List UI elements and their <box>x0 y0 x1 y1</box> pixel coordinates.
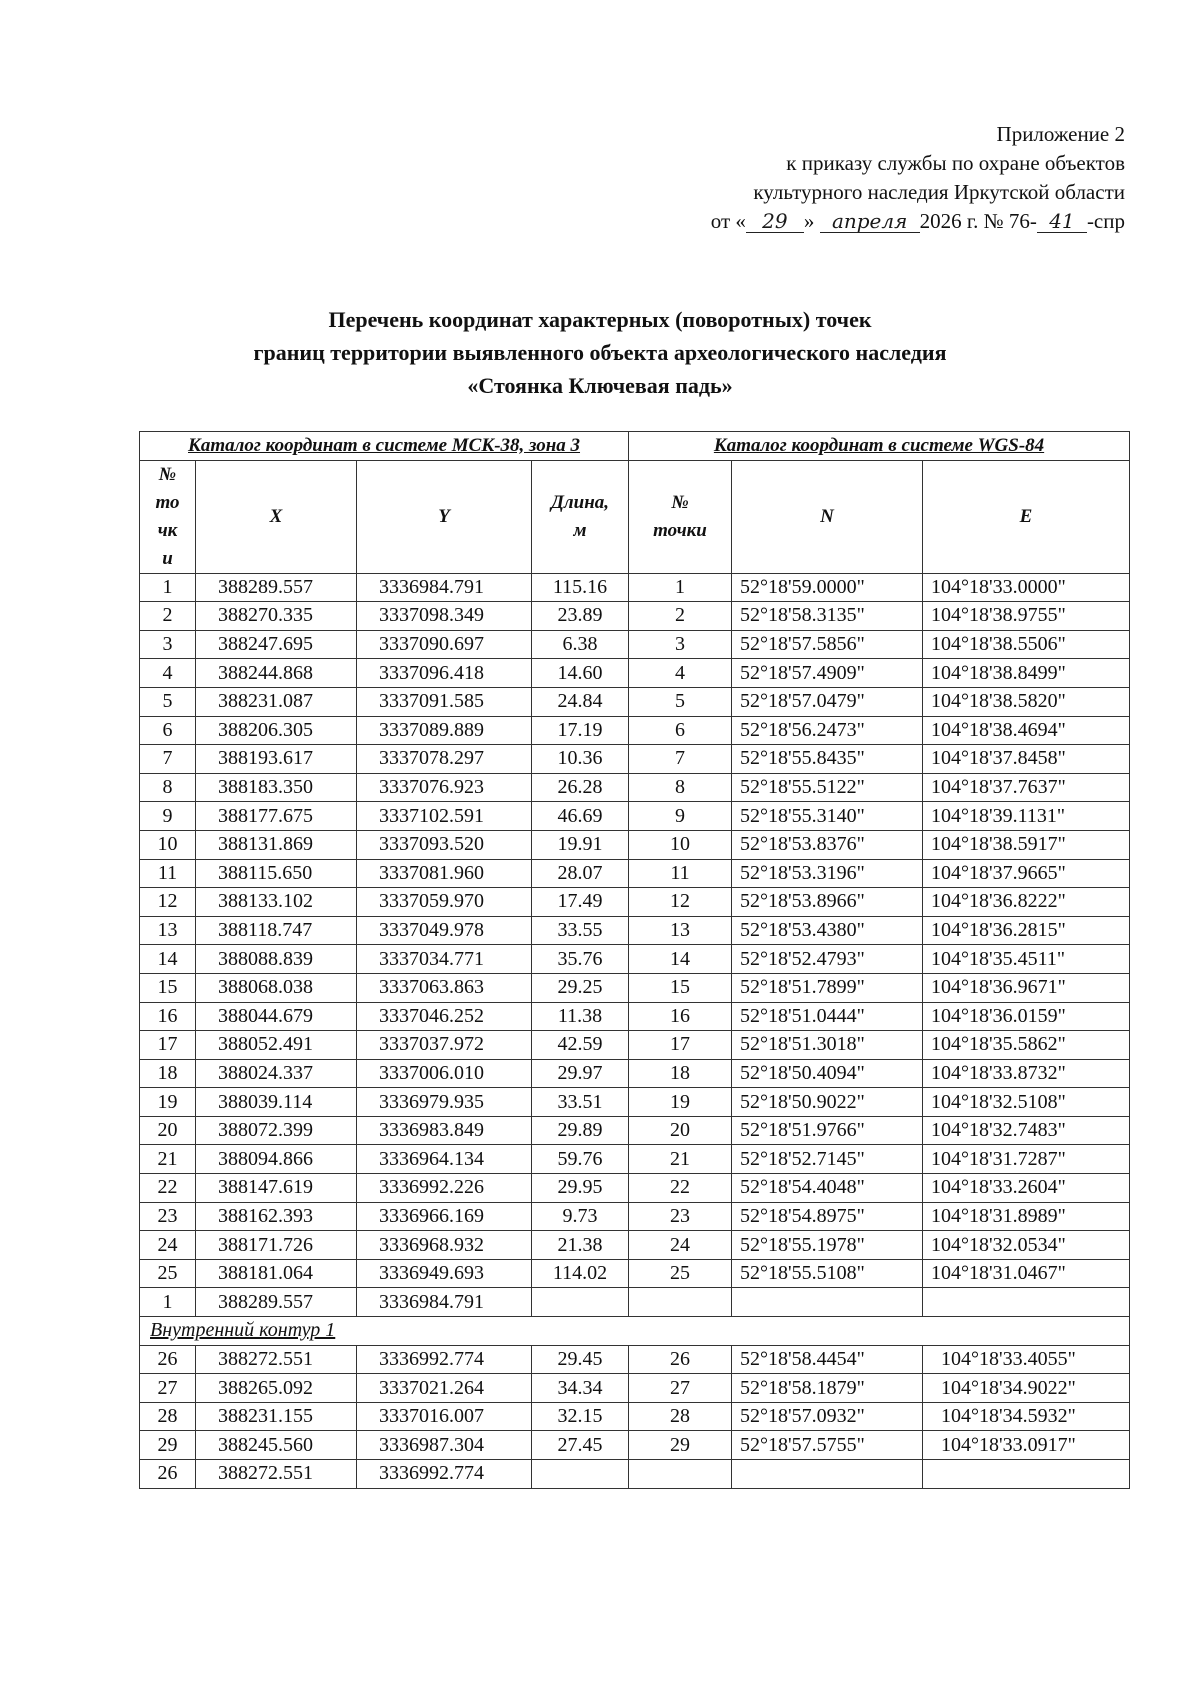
table-row <box>140 687 1130 716</box>
length-value: 21.38 <box>532 1231 629 1260</box>
length-value: 32.15 <box>532 1402 629 1431</box>
point-wgs: 4 <box>629 659 732 688</box>
e-value: 104°18'33.0000" <box>923 573 1130 602</box>
order-date-line <box>711 207 1125 236</box>
point-wgs: 22 <box>629 1174 732 1203</box>
e-value: 104°18'31.8989" <box>923 1202 1130 1231</box>
y-value: 3337098.349 <box>357 602 532 631</box>
n-value: 52°18'54.8975" <box>732 1202 923 1231</box>
y-value: 3336964.134 <box>357 1145 532 1174</box>
point-wgs: 29 <box>629 1431 732 1460</box>
length-value: 114.02 <box>532 1259 629 1288</box>
appendix-title: Приложение 2 <box>996 122 1125 146</box>
n-value: 52°18'55.3140" <box>732 802 923 831</box>
point-wgs: 9 <box>629 802 732 831</box>
point-wgs: 7 <box>629 745 732 774</box>
y-value: 3337096.418 <box>357 659 532 688</box>
point-msk: 12 <box>140 888 196 917</box>
length-value: 34.34 <box>532 1374 629 1403</box>
point-wgs: 2 <box>629 602 732 631</box>
point-msk: 9 <box>140 802 196 831</box>
date-year: 2026 г. № 76- <box>919 209 1037 233</box>
n-value: 52°18'53.8966" <box>732 888 923 917</box>
order-reference: к приказу службы по охране объектов <box>786 151 1125 175</box>
e-value: 104°18'38.5506" <box>923 630 1130 659</box>
e-value: 104°18'38.8499" <box>923 659 1130 688</box>
n-value: 52°18'55.5122" <box>732 773 923 802</box>
table-row <box>140 1174 1130 1203</box>
point-msk: 18 <box>140 1059 196 1088</box>
handwritten-order-number: 41 <box>1037 210 1087 233</box>
n-value: 52°18'58.1879" <box>732 1374 923 1403</box>
point-wgs: 17 <box>629 1031 732 1060</box>
x-value: 388265.092 <box>196 1374 357 1403</box>
y-value: 3336979.935 <box>357 1088 532 1117</box>
point-msk: 17 <box>140 1031 196 1060</box>
length-value: 42.59 <box>532 1031 629 1060</box>
point-msk: 23 <box>140 1202 196 1231</box>
n-value <box>732 1288 923 1317</box>
e-value: 104°18'38.5820" <box>923 687 1130 716</box>
table-row <box>140 1088 1130 1117</box>
point-msk: 16 <box>140 1002 196 1031</box>
n-value: 52°18'57.0479" <box>732 687 923 716</box>
title-line-1: Перечень координат характерных (поворотных) точек <box>328 307 872 332</box>
point-wgs: 24 <box>629 1231 732 1260</box>
length-value: 23.89 <box>532 602 629 631</box>
inner-contour-title-row <box>140 1317 1130 1346</box>
point-msk: 3 <box>140 630 196 659</box>
y-value: 3336992.226 <box>357 1174 532 1203</box>
point-msk: 1 <box>140 1288 196 1317</box>
x-value: 388094.866 <box>196 1145 357 1174</box>
e-value: 104°18'37.7637" <box>923 773 1130 802</box>
x-value: 388131.869 <box>196 830 357 859</box>
length-value: 115.16 <box>532 573 629 602</box>
point-msk: 27 <box>140 1374 196 1403</box>
n-value: 52°18'58.3135" <box>732 602 923 631</box>
catalog-msk-header: Каталог координат в системе МСК-38, зона 3 <box>140 432 629 461</box>
point-msk: 2 <box>140 602 196 631</box>
table-row <box>140 1402 1130 1431</box>
table-row <box>140 1431 1130 1460</box>
e-value <box>923 1460 1130 1489</box>
table-row <box>140 888 1130 917</box>
y-value: 3337063.863 <box>357 973 532 1002</box>
point-msk: 1 <box>140 573 196 602</box>
n-value: 52°18'52.4793" <box>732 945 923 974</box>
length-value: 9.73 <box>532 1202 629 1231</box>
y-value: 3336992.774 <box>357 1460 532 1489</box>
n-value: 52°18'56.2473" <box>732 716 923 745</box>
x-value: 388231.155 <box>196 1402 357 1431</box>
e-value: 104°18'38.4694" <box>923 716 1130 745</box>
x-value: 388272.551 <box>196 1460 357 1489</box>
n-value: 52°18'50.4094" <box>732 1059 923 1088</box>
point-wgs: 26 <box>629 1345 732 1374</box>
x-value: 388245.560 <box>196 1431 357 1460</box>
point-wgs: 23 <box>629 1202 732 1231</box>
length-value <box>532 1288 629 1317</box>
point-msk: 28 <box>140 1402 196 1431</box>
y-value: 3337016.007 <box>357 1402 532 1431</box>
e-value: 104°18'31.0467" <box>923 1259 1130 1288</box>
x-value: 388118.747 <box>196 916 357 945</box>
col-point-msk: № то чк и <box>140 460 196 573</box>
catalog-wgs-header: Каталог координат в системе WGS-84 <box>629 432 1130 461</box>
authority-name: культурного наследия Иркутской области <box>753 180 1125 204</box>
e-value: 104°18'34.5932" <box>923 1402 1130 1431</box>
point-msk: 7 <box>140 745 196 774</box>
n-value: 52°18'58.4454" <box>732 1345 923 1374</box>
length-value: 27.45 <box>532 1431 629 1460</box>
col-n: N <box>732 460 923 573</box>
length-value: 33.55 <box>532 916 629 945</box>
x-value: 388231.087 <box>196 687 357 716</box>
x-value: 388115.650 <box>196 859 357 888</box>
x-value: 388072.399 <box>196 1116 357 1145</box>
y-value: 3336968.932 <box>357 1231 532 1260</box>
point-wgs: 27 <box>629 1374 732 1403</box>
e-value: 104°18'32.0534" <box>923 1231 1130 1260</box>
point-msk: 6 <box>140 716 196 745</box>
e-value: 104°18'36.9671" <box>923 973 1130 1002</box>
y-value: 3337021.264 <box>357 1374 532 1403</box>
y-value: 3337076.923 <box>357 773 532 802</box>
length-value: 6.38 <box>532 630 629 659</box>
point-wgs: 6 <box>629 716 732 745</box>
handwritten-month: апреля <box>820 210 920 233</box>
length-value: 35.76 <box>532 945 629 974</box>
e-value: 104°18'33.2604" <box>923 1174 1130 1203</box>
n-value: 52°18'57.5856" <box>732 630 923 659</box>
x-value: 388270.335 <box>196 602 357 631</box>
col-point-wgs: № точки <box>629 460 732 573</box>
length-value: 29.25 <box>532 973 629 1002</box>
e-value <box>923 1288 1130 1317</box>
inner-contour-title: Внутренний контур 1 <box>140 1317 1130 1346</box>
point-msk: 14 <box>140 945 196 974</box>
y-value: 3337046.252 <box>357 1002 532 1031</box>
n-value: 52°18'57.4909" <box>732 659 923 688</box>
col-y: Y <box>357 460 532 573</box>
table-row <box>140 945 1130 974</box>
table-row <box>140 1002 1130 1031</box>
e-value: 104°18'39.1131" <box>923 802 1130 831</box>
x-value: 388044.679 <box>196 1002 357 1031</box>
e-value: 104°18'34.9022" <box>923 1374 1130 1403</box>
e-value: 104°18'32.7483" <box>923 1116 1130 1145</box>
coordinates-table <box>139 431 1130 1489</box>
e-value: 104°18'33.4055" <box>923 1345 1130 1374</box>
y-value: 3337078.297 <box>357 745 532 774</box>
y-value: 3336992.774 <box>357 1345 532 1374</box>
e-value: 104°18'36.8222" <box>923 888 1130 917</box>
table-row <box>140 1460 1130 1489</box>
x-value: 388244.868 <box>196 659 357 688</box>
x-value: 388272.551 <box>196 1345 357 1374</box>
col-length: Длина, м <box>532 460 629 573</box>
point-msk: 21 <box>140 1145 196 1174</box>
n-value: 52°18'51.9766" <box>732 1116 923 1145</box>
table-row <box>140 1059 1130 1088</box>
point-msk: 8 <box>140 773 196 802</box>
table-row <box>140 1031 1130 1060</box>
point-msk: 29 <box>140 1431 196 1460</box>
point-wgs: 18 <box>629 1059 732 1088</box>
x-value: 388162.393 <box>196 1202 357 1231</box>
table-row <box>140 1259 1130 1288</box>
x-value: 388289.557 <box>196 573 357 602</box>
document-header <box>711 120 1125 236</box>
n-value: 52°18'51.0444" <box>732 1002 923 1031</box>
length-value <box>532 1460 629 1489</box>
table-row <box>140 859 1130 888</box>
n-value: 52°18'55.1978" <box>732 1231 923 1260</box>
y-value: 3337006.010 <box>357 1059 532 1088</box>
n-value: 52°18'54.4048" <box>732 1174 923 1203</box>
point-msk: 20 <box>140 1116 196 1145</box>
table-row <box>140 1374 1130 1403</box>
n-value: 52°18'51.3018" <box>732 1031 923 1060</box>
e-value: 104°18'37.8458" <box>923 745 1130 774</box>
point-msk: 26 <box>140 1345 196 1374</box>
point-msk: 26 <box>140 1460 196 1489</box>
e-value: 104°18'36.2815" <box>923 916 1130 945</box>
table-row <box>140 630 1130 659</box>
n-value: 52°18'52.7145" <box>732 1145 923 1174</box>
table-row <box>140 1345 1130 1374</box>
n-value: 52°18'55.8435" <box>732 745 923 774</box>
point-wgs: 1 <box>629 573 732 602</box>
n-value <box>732 1460 923 1489</box>
x-value: 388289.557 <box>196 1288 357 1317</box>
length-value: 28.07 <box>532 859 629 888</box>
point-wgs: 19 <box>629 1088 732 1117</box>
point-wgs: 25 <box>629 1259 732 1288</box>
length-value: 19.91 <box>532 830 629 859</box>
e-value: 104°18'31.7287" <box>923 1145 1130 1174</box>
e-value: 104°18'38.9755" <box>923 602 1130 631</box>
y-value: 3337093.520 <box>357 830 532 859</box>
point-wgs: 13 <box>629 916 732 945</box>
point-wgs: 11 <box>629 859 732 888</box>
point-wgs: 12 <box>629 888 732 917</box>
x-value: 388039.114 <box>196 1088 357 1117</box>
date-mid: » <box>803 209 815 233</box>
table-row <box>140 973 1130 1002</box>
handwritten-day: 29 <box>746 210 804 233</box>
e-value: 104°18'33.0917" <box>923 1431 1130 1460</box>
x-value: 388247.695 <box>196 630 357 659</box>
n-value: 52°18'59.0000" <box>732 573 923 602</box>
point-wgs: 16 <box>629 1002 732 1031</box>
point-wgs <box>629 1288 732 1317</box>
n-value: 52°18'53.8376" <box>732 830 923 859</box>
point-wgs: 20 <box>629 1116 732 1145</box>
y-value: 3337059.970 <box>357 888 532 917</box>
y-value: 3337102.591 <box>357 802 532 831</box>
point-msk: 10 <box>140 830 196 859</box>
point-msk: 4 <box>140 659 196 688</box>
y-value: 3336949.693 <box>357 1259 532 1288</box>
y-value: 3336987.304 <box>357 1431 532 1460</box>
e-value: 104°18'35.5862" <box>923 1031 1130 1060</box>
x-value: 388193.617 <box>196 745 357 774</box>
length-value: 46.69 <box>532 802 629 831</box>
n-value: 52°18'57.0932" <box>732 1402 923 1431</box>
point-msk: 24 <box>140 1231 196 1260</box>
e-value: 104°18'35.4511" <box>923 945 1130 974</box>
x-value: 388181.064 <box>196 1259 357 1288</box>
n-value: 52°18'50.9022" <box>732 1088 923 1117</box>
e-value: 104°18'32.5108" <box>923 1088 1130 1117</box>
x-value: 388088.839 <box>196 945 357 974</box>
x-value: 388171.726 <box>196 1231 357 1260</box>
n-value: 52°18'53.4380" <box>732 916 923 945</box>
length-value: 29.45 <box>532 1345 629 1374</box>
outer-contour-rows <box>140 573 1130 1316</box>
table-row <box>140 659 1130 688</box>
x-value: 388024.337 <box>196 1059 357 1088</box>
inner-contour-rows <box>140 1345 1130 1488</box>
point-wgs: 8 <box>629 773 732 802</box>
length-value: 29.89 <box>532 1116 629 1145</box>
length-value: 59.76 <box>532 1145 629 1174</box>
inner-contour-section <box>140 1317 1130 1346</box>
table-row <box>140 602 1130 631</box>
x-value: 388068.038 <box>196 973 357 1002</box>
point-msk: 13 <box>140 916 196 945</box>
e-value: 104°18'36.0159" <box>923 1002 1130 1031</box>
n-value: 52°18'53.3196" <box>732 859 923 888</box>
x-value: 388052.491 <box>196 1031 357 1060</box>
document-title <box>0 303 1200 402</box>
point-wgs: 10 <box>629 830 732 859</box>
point-wgs: 21 <box>629 1145 732 1174</box>
y-value: 3337081.960 <box>357 859 532 888</box>
point-msk: 15 <box>140 973 196 1002</box>
y-value: 3336984.791 <box>357 573 532 602</box>
y-value: 3336984.791 <box>357 1288 532 1317</box>
length-value: 24.84 <box>532 687 629 716</box>
table-row <box>140 745 1130 774</box>
point-wgs: 3 <box>629 630 732 659</box>
y-value: 3336983.849 <box>357 1116 532 1145</box>
point-msk: 5 <box>140 687 196 716</box>
x-value: 388206.305 <box>196 716 357 745</box>
table-row <box>140 773 1130 802</box>
col-e: E <box>923 460 1130 573</box>
order-suffix: -спр <box>1086 209 1125 233</box>
n-value: 52°18'57.5755" <box>732 1431 923 1460</box>
table-row <box>140 1145 1130 1174</box>
x-value: 388177.675 <box>196 802 357 831</box>
e-value: 104°18'33.8732" <box>923 1059 1130 1088</box>
date-prefix: от « <box>710 209 746 233</box>
point-msk: 25 <box>140 1259 196 1288</box>
table-row <box>140 1116 1130 1145</box>
y-value: 3337090.697 <box>357 630 532 659</box>
title-line-2: границ территории выявленного объекта археологического наследия <box>253 340 947 365</box>
e-value: 104°18'38.5917" <box>923 830 1130 859</box>
table-row <box>140 802 1130 831</box>
length-value: 26.28 <box>532 773 629 802</box>
length-value: 29.95 <box>532 1174 629 1203</box>
length-value: 17.49 <box>532 888 629 917</box>
y-value: 3337049.978 <box>357 916 532 945</box>
col-x: X <box>196 460 357 573</box>
table-row <box>140 1288 1130 1317</box>
length-value: 33.51 <box>532 1088 629 1117</box>
y-value: 3337034.771 <box>357 945 532 974</box>
point-msk: 22 <box>140 1174 196 1203</box>
y-value: 3336966.169 <box>357 1202 532 1231</box>
table-row <box>140 830 1130 859</box>
table-row <box>140 1231 1130 1260</box>
table-row <box>140 1202 1130 1231</box>
point-wgs: 5 <box>629 687 732 716</box>
length-value: 11.38 <box>532 1002 629 1031</box>
table-row <box>140 916 1130 945</box>
table-row <box>140 573 1130 602</box>
y-value: 3337089.889 <box>357 716 532 745</box>
point-wgs: 15 <box>629 973 732 1002</box>
point-msk: 19 <box>140 1088 196 1117</box>
table-row <box>140 716 1130 745</box>
point-msk: 11 <box>140 859 196 888</box>
point-wgs: 14 <box>629 945 732 974</box>
y-value: 3337037.972 <box>357 1031 532 1060</box>
n-value: 52°18'55.5108" <box>732 1259 923 1288</box>
y-value: 3337091.585 <box>357 687 532 716</box>
x-value: 388183.350 <box>196 773 357 802</box>
length-value: 10.36 <box>532 745 629 774</box>
title-line-3: «Стоянка Ключевая падь» <box>467 373 733 398</box>
point-wgs: 28 <box>629 1402 732 1431</box>
e-value: 104°18'37.9665" <box>923 859 1130 888</box>
x-value: 388133.102 <box>196 888 357 917</box>
length-value: 14.60 <box>532 659 629 688</box>
n-value: 52°18'51.7899" <box>732 973 923 1002</box>
point-wgs <box>629 1460 732 1489</box>
length-value: 29.97 <box>532 1059 629 1088</box>
length-value: 17.19 <box>532 716 629 745</box>
x-value: 388147.619 <box>196 1174 357 1203</box>
